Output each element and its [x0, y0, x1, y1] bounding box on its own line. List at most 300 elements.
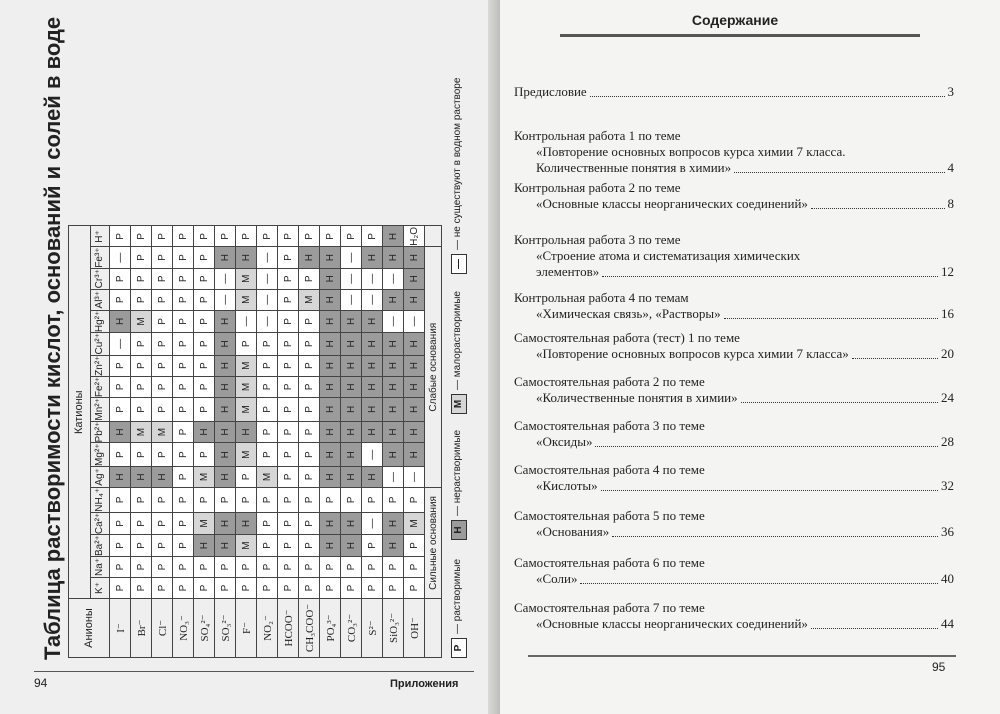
solubility-cell: Н [215, 443, 236, 467]
toc-entry-last-line [514, 84, 954, 100]
solubility-cell: Р [173, 421, 194, 443]
table-row [383, 226, 404, 658]
solubility-table [68, 225, 442, 658]
table-row [257, 226, 278, 658]
solubility-cell: Р [152, 268, 173, 289]
solubility-cell: Р [278, 466, 299, 487]
solubility-cell: Р [131, 268, 152, 289]
toc-page-number: 36 [941, 524, 954, 539]
group-spacer [425, 226, 442, 247]
solubility-cell: Р [278, 310, 299, 332]
solubility-cell: Р [110, 289, 131, 310]
toc-page-number: 20 [941, 346, 954, 361]
cation-header: Fe³⁺ [90, 247, 109, 268]
toc-dot-leader [811, 628, 938, 629]
solubility-cell: Р [152, 376, 173, 397]
toc-dot-leader [811, 208, 945, 209]
solubility-cell: Н [215, 421, 236, 443]
acid-group-row [425, 226, 442, 658]
solubility-cell: — [362, 268, 383, 289]
solubility-cell: Р [362, 487, 383, 512]
solubility-cell: Р [110, 557, 131, 578]
toc-entry[interactable] [514, 232, 954, 280]
solubility-cell: Р [278, 557, 299, 578]
solubility-cell: Н [404, 355, 425, 376]
toc-entry-line: Самостоятельная работа 6 по теме [514, 555, 705, 570]
solubility-cell: Р [131, 226, 152, 247]
legend-soluble-box: Р [451, 638, 467, 658]
legend [442, 28, 476, 658]
solubility-cell: Н [404, 443, 425, 467]
toc-entry[interactable] [514, 600, 954, 632]
solubility-cell: Р [152, 333, 173, 355]
solubility-cell: М [257, 466, 278, 487]
table-row [341, 226, 362, 658]
solubility-cell: — [404, 466, 425, 487]
solubility-cell: Р [152, 535, 173, 557]
solubility-cell: М [236, 398, 257, 422]
solubility-cell: Н [404, 289, 425, 310]
anions-header: Анионы [69, 599, 110, 658]
solubility-cell: Р [236, 333, 257, 355]
solubility-cell: Р [278, 226, 299, 247]
solubility-cell: Р [110, 487, 131, 512]
solubility-cell: — [257, 268, 278, 289]
anion-label: CH₃COO⁻ [299, 599, 320, 658]
toc-entry-title: «Оксиды» [536, 434, 593, 449]
solubility-cell: Р [152, 443, 173, 467]
solubility-cell: Н [320, 443, 341, 467]
toc-entry-title: «Соли» [536, 571, 578, 586]
cation-header: Ag⁺ [90, 466, 109, 487]
toc-page-number: 3 [947, 84, 954, 99]
solubility-cell: Р [173, 310, 194, 332]
solubility-cell: Н [341, 310, 362, 332]
toc-entry-last-line [514, 264, 954, 280]
left-footer-rule [34, 671, 474, 672]
cation-header: Cu²⁺ [90, 333, 109, 355]
toc-entry-last-line [514, 616, 954, 632]
solubility-cell: Н [383, 443, 404, 467]
solubility-cell: Н [404, 247, 425, 268]
solubility-cell: Р [257, 578, 278, 599]
solubility-cell: Р [110, 512, 131, 534]
solubility-cell: Р [320, 557, 341, 578]
solubility-cell: М [236, 355, 257, 376]
solubility-cell: — [341, 247, 362, 268]
toc-entry[interactable] [514, 462, 954, 494]
solubility-cell: Р [131, 247, 152, 268]
solubility-cell: Р [173, 466, 194, 487]
solubility-cell: Н [341, 512, 362, 534]
solubility-cell: Н [341, 355, 362, 376]
solubility-cell: Р [194, 289, 215, 310]
toc-page-number: 28 [941, 434, 954, 449]
solubility-cell: Р [341, 557, 362, 578]
solubility-cell: — [257, 247, 278, 268]
solubility-cell: Р [278, 333, 299, 355]
solubility-cell: Р [131, 557, 152, 578]
toc-dot-leader [612, 536, 938, 537]
solubility-cell: Р [131, 376, 152, 397]
solubility-cell: Н [320, 355, 341, 376]
toc-entry-last-line [514, 434, 954, 450]
solubility-cell: Р [299, 268, 320, 289]
solubility-cell: Н [383, 535, 404, 557]
cation-header: NH₄⁺ [90, 487, 109, 512]
solubility-cell: Р [362, 578, 383, 599]
solubility-cell: Н [404, 268, 425, 289]
solubility-cell: Р [299, 557, 320, 578]
solubility-cell: Р [299, 535, 320, 557]
rotated-table-frame [40, 16, 480, 670]
table-row [131, 226, 152, 658]
toc-dot-leader [724, 318, 938, 319]
solubility-cell: Н [362, 421, 383, 443]
solubility-cell: Р [110, 443, 131, 467]
solubility-cell: Р [278, 247, 299, 268]
solubility-cell: М [299, 289, 320, 310]
solubility-cell: Н [320, 512, 341, 534]
solubility-cell: Р [257, 535, 278, 557]
solubility-cell: Р [215, 557, 236, 578]
solubility-cell: Р [278, 512, 299, 534]
solubility-cell: Р [131, 289, 152, 310]
solubility-cell: Р [278, 487, 299, 512]
toc-page-number: 44 [941, 616, 954, 631]
solubility-cell: М [236, 376, 257, 397]
toc-dot-leader [601, 490, 938, 491]
solubility-cell: М [236, 535, 257, 557]
solubility-cell: Р [173, 289, 194, 310]
toc-entry-line: Контрольная работа 4 по темам [514, 290, 689, 305]
toc-entry-line: Контрольная работа 2 по теме [514, 180, 681, 195]
toc-title: Содержание [691, 12, 779, 28]
solubility-cell: — [383, 466, 404, 487]
solubility-cell: Р [341, 487, 362, 512]
solubility-cell: Р [131, 398, 152, 422]
toc-entry-line: «Строение атома и систематизация химических [536, 248, 801, 263]
toc-entry-last-line [514, 346, 954, 362]
solubility-cell: Р [257, 398, 278, 422]
solubility-cell: Н [110, 466, 131, 487]
anion-label: HCOO⁻ [278, 599, 299, 658]
solubility-cell: Р [383, 557, 404, 578]
toc-entry-last-line [514, 524, 954, 540]
solubility-cell: Р [278, 443, 299, 467]
solubility-cell: Р [299, 355, 320, 376]
toc-entry-title: «Основные классы неорганических соединений» [536, 616, 808, 631]
solubility-cell: Р [194, 557, 215, 578]
cation-header: H⁺ [90, 226, 109, 247]
solubility-cell: Н [383, 247, 404, 268]
solubility-cell: Р [131, 443, 152, 467]
anion-label: I⁻ [110, 599, 131, 658]
toc-entry-last-line [514, 478, 954, 494]
table-row [278, 226, 299, 658]
solubility-cell: М [404, 512, 425, 534]
table-row [110, 226, 131, 658]
solubility-cell: М [236, 443, 257, 467]
solubility-cell: Н [320, 535, 341, 557]
solubility-cell: М [194, 466, 215, 487]
solubility-table-region [40, 16, 480, 670]
anion-label: SiO₃²⁻ [383, 599, 404, 658]
solubility-cell: Н [383, 398, 404, 422]
solubility-cell: Н [383, 355, 404, 376]
solubility-cell: Р [110, 268, 131, 289]
solubility-cell: Р [152, 512, 173, 534]
solubility-cell: — [215, 289, 236, 310]
anion-label: CO₃²⁻ [341, 599, 362, 658]
legend-slightly-box: М [451, 394, 467, 414]
solubility-cell: Р [152, 247, 173, 268]
solubility-cell: H₂O [404, 226, 425, 247]
solubility-cell: Н [404, 421, 425, 443]
solubility-cell: Р [194, 268, 215, 289]
solubility-cell: Р [257, 421, 278, 443]
solubility-cell: Н [383, 289, 404, 310]
toc-dot-leader [602, 276, 938, 277]
solubility-cell: Р [362, 226, 383, 247]
solubility-cell: Р [173, 487, 194, 512]
toc-entry[interactable] [514, 128, 954, 176]
solubility-cell: Р [194, 376, 215, 397]
solubility-cell: Р [110, 226, 131, 247]
toc-entry-last-line [514, 196, 954, 212]
solubility-cell: Н [194, 421, 215, 443]
anion-label: F⁻ [236, 599, 257, 658]
solubility-cell: Н [320, 333, 341, 355]
solubility-cell: Р [278, 268, 299, 289]
solubility-cell: Р [194, 226, 215, 247]
solubility-cell: Н [341, 466, 362, 487]
solubility-cell: Р [131, 333, 152, 355]
solubility-cell: М [152, 421, 173, 443]
solubility-cell: Н [362, 355, 383, 376]
solubility-cell: Н [341, 421, 362, 443]
cation-header: Pb²⁺ [90, 421, 109, 443]
cation-header: Al³⁺ [90, 289, 109, 310]
solubility-cell: Р [131, 535, 152, 557]
solubility-cell: Н [362, 398, 383, 422]
solubility-cell: Р [152, 226, 173, 247]
solubility-cell: — [362, 289, 383, 310]
solubility-cell: — [362, 443, 383, 467]
toc-entry-last-line [514, 306, 954, 322]
toc-entry-line: Контрольная работа 3 по теме [514, 232, 681, 247]
solubility-cell: Р [278, 289, 299, 310]
right-page-number: 95 [932, 660, 946, 674]
solubility-cell: Р [152, 557, 173, 578]
solubility-cell: Н [383, 333, 404, 355]
solubility-cell: Н [383, 376, 404, 397]
toc-dot-leader [595, 446, 938, 447]
solubility-cell: Н [404, 398, 425, 422]
solubility-cell: Р [215, 578, 236, 599]
toc-dot-leader [580, 583, 938, 584]
solubility-cell: Н [320, 466, 341, 487]
table-body [110, 226, 442, 658]
legend-slightly-text: — малорастворимые [452, 291, 463, 390]
solubility-cell: Р [404, 535, 425, 557]
solubility-cell: Р [152, 487, 173, 512]
solubility-cell: Р [173, 578, 194, 599]
solubility-cell: Р [278, 355, 299, 376]
toc-page-number: 32 [941, 478, 954, 493]
solubility-cell: Р [257, 443, 278, 467]
group-spacer [425, 599, 442, 658]
anion-label: Cl⁻ [152, 599, 173, 658]
table-row [173, 226, 194, 658]
cation-header: Ca²⁺ [90, 512, 109, 534]
solubility-cell: М [131, 421, 152, 443]
solubility-cell: — [236, 310, 257, 332]
strong-bases-label: Сильные основания [425, 487, 442, 598]
solubility-cell: Р [299, 466, 320, 487]
solubility-cell: Р [173, 557, 194, 578]
solubility-cell: Н [110, 310, 131, 332]
table-title: Таблица растворимости кислот, оснований и солей в воде [40, 16, 65, 660]
solubility-cell: Н [215, 398, 236, 422]
solubility-cell: Р [152, 398, 173, 422]
table-row [404, 226, 425, 658]
anion-label: NO₂⁻ [257, 599, 278, 658]
solubility-cell: Н [215, 535, 236, 557]
left-section-title: Приложения [390, 678, 459, 690]
solubility-cell: Н [383, 512, 404, 534]
solubility-cell: Р [257, 557, 278, 578]
solubility-cell: — [383, 268, 404, 289]
solubility-cell: Р [110, 578, 131, 599]
toc-entry-title: «Основания» [536, 524, 610, 539]
solubility-cell: Р [152, 310, 173, 332]
toc-entry-line: Самостоятельная работа 3 по теме [514, 418, 705, 433]
weak-bases-label: Слабые основания [425, 247, 442, 488]
legend-nonexistent-text: — не существуют в водном растворе [452, 77, 463, 250]
solubility-cell: Р [110, 376, 131, 397]
solubility-cell: Н [404, 376, 425, 397]
toc-entry[interactable] [514, 84, 954, 100]
solubility-cell: Н [341, 443, 362, 467]
solubility-cell: Н [362, 310, 383, 332]
legend-insoluble-box: Н [451, 520, 467, 540]
table-row [236, 226, 257, 658]
solubility-cell: Р [383, 487, 404, 512]
solubility-cell: Р [173, 268, 194, 289]
solubility-cell: — [215, 268, 236, 289]
solubility-cell: Р [362, 535, 383, 557]
solubility-cell: Н [236, 512, 257, 534]
solubility-cell: Р [278, 535, 299, 557]
solubility-cell: — [404, 310, 425, 332]
toc-entry[interactable] [514, 180, 954, 212]
toc-entry-line: Самостоятельная работа 7 по теме [514, 600, 705, 615]
solubility-cell: Н [341, 535, 362, 557]
toc-entry[interactable] [514, 418, 954, 450]
toc-page-number: 4 [947, 160, 954, 175]
solubility-cell: Н [320, 376, 341, 397]
solubility-cell: Р [362, 557, 383, 578]
solubility-cell: Р [236, 226, 257, 247]
table-row [152, 226, 173, 658]
toc-entry-last-line [514, 390, 954, 406]
toc-entry-title: «Повторение основных вопросов курса химии 7 класса» [536, 346, 849, 361]
toc-entry-title: «Химическая связь», «Растворы» [536, 306, 721, 321]
solubility-cell: М [236, 289, 257, 310]
cation-header: Fe²⁺ [90, 376, 109, 397]
solubility-cell: Р [194, 333, 215, 355]
solubility-cell: М [194, 512, 215, 534]
toc-entry[interactable] [514, 508, 954, 540]
solubility-cell: Р [320, 578, 341, 599]
table-row [320, 226, 341, 658]
solubility-cell: Р [173, 247, 194, 268]
anion-label: SO₃²⁻ [215, 599, 236, 658]
anion-label: Br⁻ [131, 599, 152, 658]
solubility-cell: Н [215, 466, 236, 487]
solubility-cell: Р [257, 333, 278, 355]
solubility-cell: Н [194, 535, 215, 557]
toc-entry[interactable] [514, 555, 954, 587]
toc-dot-leader [590, 96, 945, 97]
toc-entry[interactable] [514, 330, 954, 362]
legend-insoluble-text: — нерастворимые [452, 429, 463, 516]
anion-label: S²⁻ [362, 599, 383, 658]
solubility-cell: Р [194, 310, 215, 332]
toc-entry-title: «Кислоты» [536, 478, 598, 493]
solubility-cell: Р [194, 443, 215, 467]
toc-entry-title: элементов» [536, 264, 600, 279]
cation-header: Zn²⁺ [90, 355, 109, 376]
solubility-cell: Н [320, 289, 341, 310]
toc-entry[interactable] [514, 374, 954, 406]
solubility-cell: Р [194, 247, 215, 268]
toc-entry[interactable] [514, 290, 954, 322]
solubility-cell: Р [194, 398, 215, 422]
solubility-cell: Р [257, 487, 278, 512]
solubility-cell: Р [383, 578, 404, 599]
solubility-cell: Р [173, 355, 194, 376]
solubility-cell: Р [236, 466, 257, 487]
toc-dot-leader [741, 402, 938, 403]
solubility-cell: Р [257, 512, 278, 534]
solubility-cell: Р [131, 487, 152, 512]
solubility-cell: Н [320, 398, 341, 422]
solubility-cell: Р [257, 226, 278, 247]
solubility-cell: Р [194, 487, 215, 512]
cation-header: Na⁺ [90, 557, 109, 578]
toc-dot-leader [852, 358, 938, 359]
solubility-cell: Р [131, 355, 152, 376]
cation-header: Cr³⁺ [90, 268, 109, 289]
solubility-cell: Н [362, 333, 383, 355]
solubility-cell: Н [215, 310, 236, 332]
cation-header: K⁺ [90, 578, 109, 599]
solubility-cell: Р [320, 487, 341, 512]
anion-label: SO₄²⁻ [194, 599, 215, 658]
solubility-cell: Р [278, 421, 299, 443]
toc-page-number: 16 [941, 306, 954, 321]
solubility-cell: Н [341, 376, 362, 397]
solubility-cell: Р [110, 355, 131, 376]
solubility-cell: Н [320, 310, 341, 332]
solubility-cell: Р [320, 226, 341, 247]
solubility-cell: Н [341, 333, 362, 355]
solubility-cell: Р [278, 376, 299, 397]
toc-page-number: 24 [941, 390, 954, 405]
solubility-cell: Р [173, 333, 194, 355]
